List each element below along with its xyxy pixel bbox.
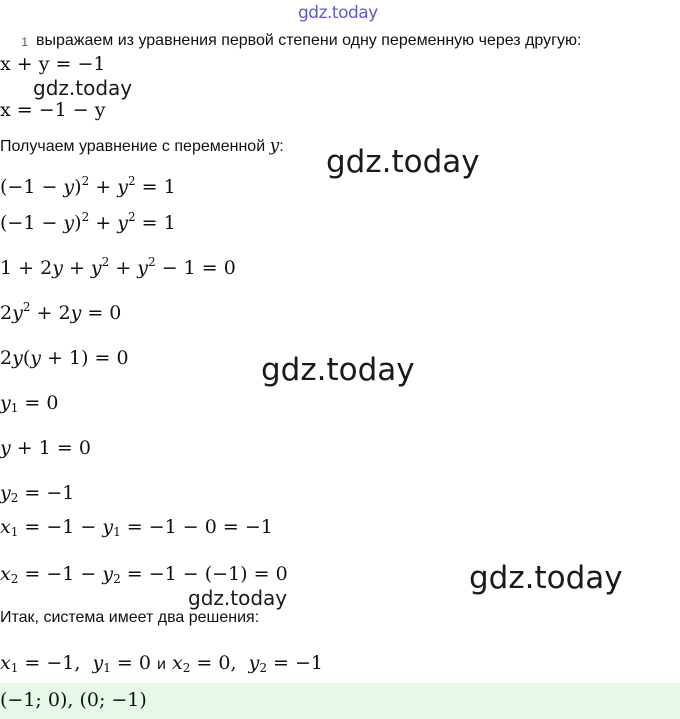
- root-x1: $x_1 = -1 - y_1 = -1 - 0 = -1$: [0, 516, 273, 539]
- step-instruction: [0, 32, 680, 50]
- conclusion-text: Итак, система имеет два решения:: [0, 609, 260, 626]
- equation-y-plus-one: y + 1 = 0: [0, 437, 91, 459]
- root-x2: $x_2 = -1 - y_2 = -1 - (-1) = 0$: [0, 563, 288, 586]
- answer-box: [0, 683, 680, 719]
- intro-colon: :: [279, 138, 284, 155]
- watermark: gdz.today: [33, 76, 133, 100]
- equation-simplified: $2y^2 + 2y = 0$: [0, 300, 122, 324]
- watermark: gdz.today: [326, 144, 480, 180]
- equation-factored: 2y(y + 1) = 0: [0, 347, 129, 369]
- and-word: и: [157, 656, 166, 673]
- intro-variable: y: [269, 136, 280, 156]
- equation-substituted: $(-1 - y)^2 + y^2 = 1$: [0, 174, 176, 198]
- watermark: gdz.today: [261, 352, 415, 388]
- equation-substituted-repeat: $(-1 - y)^2 + y^2 = 1$: [0, 210, 176, 234]
- root-y2: $y_2 = -1$: [0, 482, 75, 505]
- watermark: gdz.today: [188, 586, 288, 610]
- intro-text: [0, 136, 284, 156]
- equation-x-expressed: x = −1 − y: [0, 99, 106, 121]
- watermark-top: gdz.today: [298, 3, 378, 23]
- step-number: 1: [21, 35, 28, 49]
- intro-label: Получаем уравнение с переменной: [0, 138, 266, 155]
- equation-first: x + y = −1: [0, 53, 106, 75]
- step-text: выражаем из уравнения первой степени одну переменную через другую:: [36, 32, 582, 49]
- equation-expanded: $1 + 2y + y^2 + y^2 - 1 = 0$: [0, 255, 236, 279]
- watermark: gdz.today: [469, 560, 623, 596]
- answer-text: (−1; 0), (0; −1): [0, 689, 147, 711]
- solutions-list: $x_1 = -1$, $y_1 = 0$ и $x_2 = 0$, $y_2 = -1$: [0, 652, 323, 675]
- root-y1: $y_1 = 0$: [0, 392, 59, 415]
